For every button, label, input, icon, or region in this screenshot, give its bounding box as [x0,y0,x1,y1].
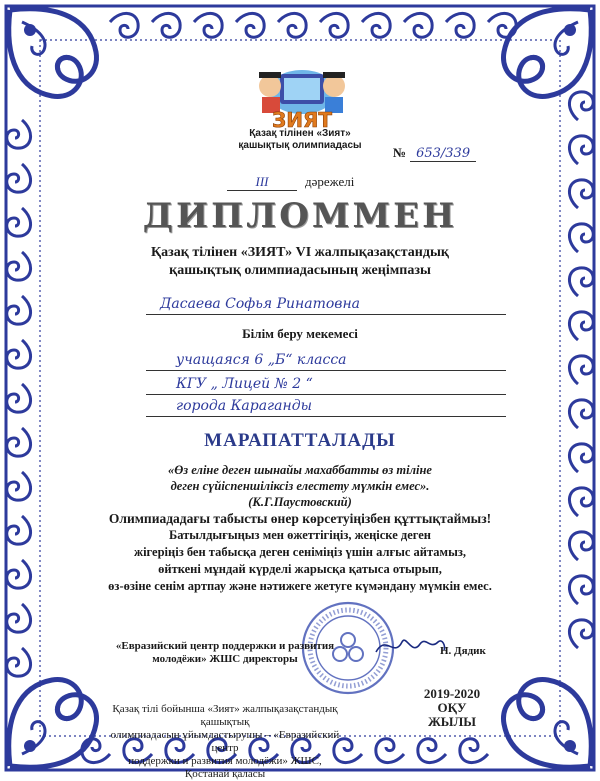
border-curl [446,13,474,37]
signer-name: Н. Дядик [440,645,486,657]
border-curl [236,13,264,37]
border-curl [404,13,432,37]
footer-line-1: Қазақ тілі бойынша «Зият» жалпықазақстандық қашықтық [112,703,338,728]
degree-value: III [227,174,297,191]
logo-caption-line-1: Қазақ тілінен «Зият» [249,128,351,139]
border-curl [460,739,488,763]
border-curl [7,560,31,588]
degree-line [227,174,354,191]
number-value: 653/339 [410,146,476,162]
logo-caption-line-2: қашықтық олимпиадасы [238,140,362,151]
institution-underline-3 [146,416,506,417]
border-curl [320,13,348,37]
border-curl [569,400,593,428]
body-line-1: Олимпиададағы табысты өнер көрсетуіңізбен құттықтаймыз! [108,511,492,526]
border-curl [569,488,593,516]
border-curl [418,739,446,763]
subtitle-line-2: қашықтық олимпиадасының жеңімпазы [169,263,431,278]
organization-line-2: молодёжи» ЖШС директоры [152,653,298,665]
organizer-footer [110,703,340,781]
border-curl [569,620,593,648]
year-range: 2019-2020 [423,686,481,701]
institution-underline-1 [146,370,506,371]
border-curl [7,164,31,192]
quote-line-2: деген сүйіспеншіліксіз елестету мүмкін емес». [170,479,430,493]
diploma-number [393,145,476,161]
border-curl [376,739,404,763]
number-prefix: № [393,145,407,160]
logo-caption [200,128,400,152]
director-organization [110,640,340,666]
institution-line-3: города Караганды [176,398,312,414]
border-curl [569,136,593,164]
border-curl [569,576,593,604]
border-curl [7,120,31,148]
logo-brand-text: ЗИЯТ [272,108,332,132]
footer-line-2: олимпиадасын ұйымдастырушы – «Евразийский центр [110,729,340,754]
body-line-5: өз-өзіне сенім артпау және нәтижеге жетуге күмәндану мүмкін емес. [108,579,492,593]
institution-line-1: учащаяся 6 „Б“ класса [176,352,347,368]
border-curl [7,296,31,324]
winner-name: Дасаева Софья Ринатовна [160,296,361,312]
quote-author: (К.Г.Паустовский) [248,495,352,509]
border-curl [569,532,593,560]
border-curl [7,516,31,544]
degree-label: дәрежелі [305,174,355,189]
border-curl [194,13,222,37]
institution-label: Білім беру мекемесі [242,326,358,341]
institution-underline-2 [146,394,506,395]
name-underline [146,314,506,315]
border-curl [7,384,31,412]
footer-line-3: поддержки и развития молодёжи» ЖШС, [128,755,322,767]
body-line-2: Батылдығыңыз мен өжеттігіңіз, жеңіске деген [168,528,432,542]
border-curl [7,340,31,368]
awarded-heading: МАРАПАТТАЛАДЫ [204,430,396,451]
border-curl [7,604,31,632]
border-curl [110,13,138,37]
border-curl [7,472,31,500]
institution-line-2: КГУ „ Лицей № 2 “ [176,376,313,392]
organization-line-1: «Евразийский центр поддержки и развития [115,640,335,652]
quote [100,462,500,510]
footer-line-4: Қостанай қаласы [184,768,266,780]
body-line-3: жігеріңіз бен табысқа деген сеніміңіз үшін алғыс айтамыз, [134,545,466,559]
diploma-title: ДИПЛОММЕН [142,196,458,236]
border-curl [569,92,593,120]
border-curl [152,13,180,37]
year-label: ОҚУ ЖЫЛЫ [427,700,477,729]
border-curl [569,356,593,384]
border-curl [7,648,31,676]
academic-year [412,687,492,729]
border-curl [362,13,390,37]
subtitle [60,244,540,280]
body-line-4: өйткені мұндай күрделі жарысқа қатыса отырып, [158,562,442,576]
congratulation-text [60,510,540,595]
subtitle-line-1: Қазақ тілінен «ЗИЯТ» VI жалпықазақстандық [151,245,449,260]
border-curl [569,268,593,296]
border-curl [278,13,306,37]
quote-line-1: «Өз еліне деген шынайы махаббатты өз тіліне [168,463,432,477]
director-signature [372,628,448,662]
border-curl [7,252,31,280]
